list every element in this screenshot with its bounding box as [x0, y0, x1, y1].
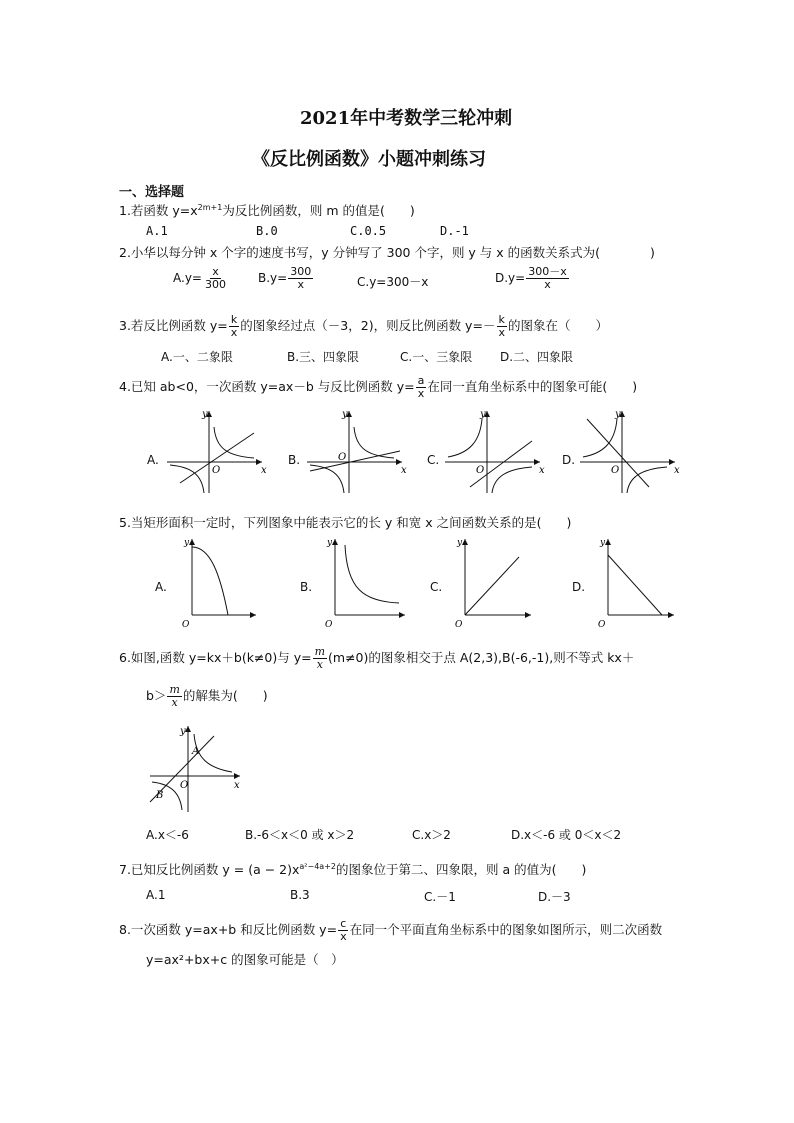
- q6-point-b: B: [156, 790, 164, 801]
- q4d-axis-y: y: [615, 409, 621, 420]
- question-4: 4.已知 ab<0，一次函数 y=ax－b 与反比例函数 y= $\frac{a}{x}$ 在同一直角坐标系中的图象可能( ): [119, 374, 638, 400]
- q6-origin: O: [180, 780, 189, 791]
- q5b-axis-y: y: [327, 538, 333, 548]
- question-6-line2: b＞ $\frac{m}{x}$ 的解集为( ): [146, 683, 268, 709]
- page-subtitle: 《反比例函数》小题冲刺练习: [252, 149, 486, 170]
- q4d-origin: O: [611, 465, 620, 476]
- section-heading: 一、选择题: [119, 185, 185, 200]
- question-6: 6.如图,函数 y=kx＋b(k≠0)与 y= $\frac{m}{x}$ (m≠0)的图象相交于点 A(2,3),B(-6,-1),则不等式 kx＋: [119, 645, 635, 671]
- q4c-axis-y: y: [480, 409, 486, 420]
- q4-option-d-label[interactable]: D.: [562, 453, 576, 467]
- q2-option-c[interactable]: C.y=300－x: [357, 275, 429, 289]
- question-5: 5.当矩形面积一定时，下列图象中能表示它的长 y 和宽 x 之间函数关系的是( ): [119, 515, 572, 530]
- q5-option-b-label[interactable]: B.: [300, 580, 313, 594]
- q4c-origin: O: [476, 465, 485, 476]
- q5-graph-a[interactable]: [170, 533, 260, 628]
- q4a-axis-y: y: [202, 409, 208, 420]
- q6-axis-x: x: [234, 780, 240, 791]
- q7-option-b[interactable]: B.3: [290, 888, 310, 902]
- question-7: 7.已知反比例函数 $y = (a - 2)x^{a^2-4a+2}$的图象位于第二、四象限，则 a 的值为( ): [119, 861, 587, 877]
- q5-option-d-label[interactable]: D.: [572, 580, 586, 594]
- q4a-origin: O: [212, 465, 221, 476]
- q4-option-c-label[interactable]: C.: [427, 453, 440, 467]
- q2-option-d[interactable]: D.y= $\frac{300-x}{x}$: [495, 265, 567, 291]
- q6-option-a[interactable]: A.x＜-6: [146, 828, 189, 842]
- question-2: 2.小华以每分钟 x 个字的速度书写，y 分钟写了 300 个字，则 y 与 x 的函数关系式为( ): [119, 245, 655, 260]
- q4b-axis-x: x: [401, 465, 407, 476]
- q3-option-b[interactable]: B.三、四象限: [287, 350, 360, 364]
- q5a-origin: O: [182, 620, 190, 628]
- q5-graph-d[interactable]: [588, 533, 678, 628]
- question-8: 8.一次函数 y=ax+b 和反比例函数 y= $\frac{c}{x}$ 在同一个平面直角坐标系中的图象如图所示，则二次函数: [119, 917, 663, 943]
- q1-option-d[interactable]: D.-1: [440, 224, 469, 238]
- q4-option-b-label[interactable]: B.: [288, 453, 301, 467]
- q5d-axis-y: y: [600, 538, 606, 548]
- q2-option-a[interactable]: A.y= $\frac{x}{300}$: [173, 265, 226, 291]
- q4c-axis-x: x: [539, 465, 545, 476]
- question-3: 3.若反比例函数 y= $\frac{k}{x}$ 的图象经过点（－3，2)，则反比例函数 y=－ $\frac{k}{x}$ 的图象在（ ）: [119, 313, 608, 339]
- q4b-axis-y: y: [342, 409, 348, 420]
- q5-graph-c[interactable]: [445, 533, 535, 628]
- q7-option-c[interactable]: C.－1: [424, 890, 456, 904]
- q5c-origin: O: [455, 620, 463, 628]
- q4-graph-d[interactable]: [575, 405, 685, 495]
- q4-graph-a[interactable]: [162, 405, 272, 495]
- q4-option-a-label[interactable]: A.: [147, 453, 159, 467]
- q6-point-a: A: [192, 746, 200, 757]
- question-1: 1.若函数 $y=x^{2m+1}$为反比例函数，则 m 的值是( ): [119, 202, 415, 218]
- q5a-axis-y: y: [184, 538, 190, 548]
- q6-axis-y: y: [180, 726, 186, 737]
- q7-option-a[interactable]: A.1: [146, 888, 166, 902]
- q4b-origin: O: [338, 452, 347, 463]
- q1-option-a[interactable]: A.1: [146, 224, 168, 238]
- q3-option-d[interactable]: D.二、四象限: [500, 350, 574, 364]
- q4a-axis-x: x: [261, 465, 267, 476]
- q6-option-c[interactable]: C.x＞2: [412, 828, 451, 842]
- q6-option-b[interactable]: B.-6＜x＜0 或 x＞2: [245, 828, 355, 842]
- q6-graph[interactable]: [146, 722, 246, 814]
- q2-option-b[interactable]: B.y= $\frac{300}{x}$: [258, 265, 312, 291]
- q3-option-a[interactable]: A.一、二象限: [161, 350, 233, 364]
- q4d-axis-x: x: [674, 465, 680, 476]
- q1-option-c[interactable]: C.0.5: [350, 224, 387, 238]
- q3-option-c[interactable]: C.一、三象限: [400, 350, 473, 364]
- page-title: 2021年中考数学三轮冲刺: [300, 108, 513, 129]
- q5-graph-b[interactable]: [315, 533, 410, 628]
- q6-option-d[interactable]: D.x＜-6 或 0＜x＜2: [511, 828, 622, 842]
- q5d-origin: O: [598, 620, 606, 628]
- q5-option-a-label[interactable]: A.: [155, 580, 167, 594]
- q4-graph-c[interactable]: [440, 405, 550, 495]
- q1-option-b[interactable]: B.0: [256, 224, 278, 238]
- q5b-origin: O: [325, 620, 333, 628]
- question-8-line2: y=ax²+bx+c 的图象可能是（ ）: [146, 952, 344, 967]
- q7-option-d[interactable]: D.－3: [538, 890, 571, 904]
- q4-graph-b[interactable]: [302, 405, 412, 495]
- q5-option-c-label[interactable]: C.: [430, 580, 443, 594]
- q5c-axis-y: y: [457, 538, 463, 548]
